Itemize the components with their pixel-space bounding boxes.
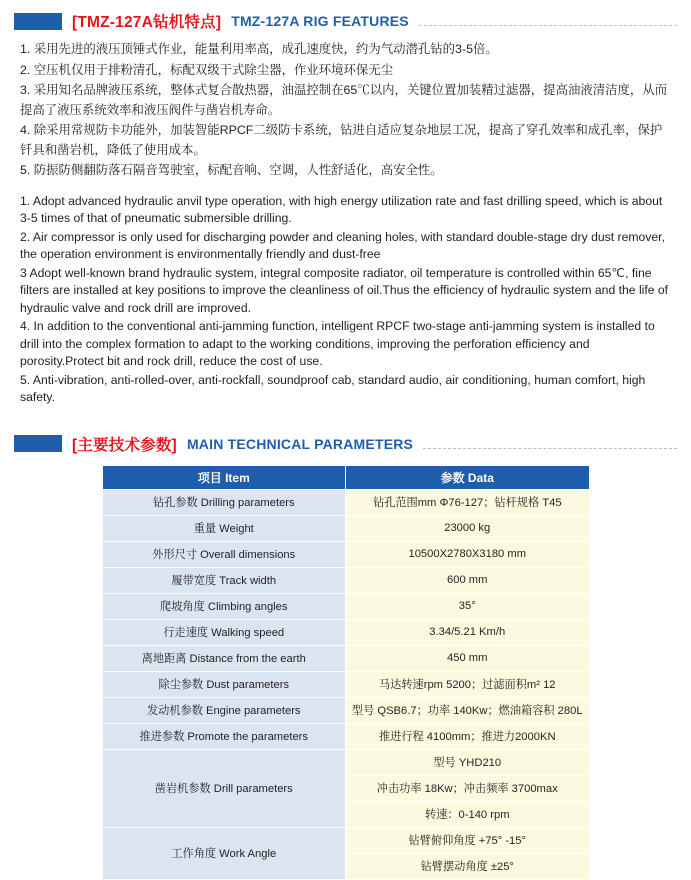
list-item: 4. 除采用常规防卡功能外，加装智能RPCF二级防卡系统，钻进自适应复杂地层工况，提高了穿孔效率和成孔率，保护钎具和凿岩机，降低了使用成本。 <box>20 123 663 157</box>
row-value: 10500X2780X3180 mm <box>346 541 590 567</box>
row-value: 450 mm <box>346 645 590 671</box>
row-value: 型号 YHD210 <box>346 749 590 775</box>
header-accent-block <box>14 435 62 452</box>
table-row <box>102 827 589 853</box>
row-label: 行走速度 Walking speed <box>102 619 346 645</box>
list-item: 3 Adopt well-known brand hydraulic system, integral composite radiator, oil temperature is controlled within 65℃, fine filters are installed at key positions to improve the cleanliness of oil.Thus the efficiency of hydraulic system and the life of hydraulic valve and rock drill are improved. <box>20 265 669 315</box>
table-header-row <box>102 465 589 489</box>
row-label: 履带宽度 Track width <box>102 567 346 593</box>
row-value: 型号 QSB6.7；功率 140Kw；燃油箱容积 280L <box>346 697 590 723</box>
section-title-en: TMZ-127A RIG FEATURES <box>231 13 409 29</box>
list-item: 2. Air compressor is only used for discharging powder and cleaning holes, with standard double-stage dry dust remover, the operation environment is environmentally friendly and dust-free <box>20 229 665 261</box>
list-item: 4. In addition to the conventional anti-jamming function, intelligent RPCF two-stage anti-jamming system is installed to drill into the complex formation to adapt to the working conditions, improving the perforation efficiency and porosity.Protect bit and rock drill, reduce the cost of use. <box>20 319 655 368</box>
table-row <box>102 515 589 541</box>
column-header-data: 参数 Data <box>346 465 590 489</box>
features-list-cn <box>14 40 677 181</box>
section-title-en: MAIN TECHNICAL PARAMETERS <box>186 435 414 452</box>
row-value: 35° <box>346 593 590 619</box>
row-value: 钻孔范围mm Φ76-127；钻杆规格 T45 <box>346 489 590 515</box>
header-divider <box>423 448 677 450</box>
table-row <box>102 749 589 775</box>
list-item: 5. Anti-vibration, anti-rolled-over, anti-rockfall, soundproof cab, standard audio, air conditioning, human comfort, high safety. <box>20 372 646 404</box>
table-row <box>102 671 589 697</box>
section-title-cn: [主要技术参数] <box>72 436 177 454</box>
column-header-item: 项目 Item <box>102 465 346 489</box>
table-row <box>102 489 589 515</box>
section-header-features <box>14 10 677 32</box>
row-label: 离地距离 Distance from the earth <box>102 645 346 671</box>
row-label: 除尘参数 Dust parameters <box>102 671 346 697</box>
row-value: 钻臂俯仰角度 +75° -15° <box>346 827 590 853</box>
table-head <box>102 465 589 489</box>
table-row <box>102 645 589 671</box>
row-value: 冲击功率 18Kw；冲击频率 3700max <box>346 775 590 801</box>
row-value: 钻臂摆动角度 ±25° <box>346 853 590 879</box>
row-value: 推进行程 4100mm；推进力2000KN <box>346 723 590 749</box>
row-value: 马达转速rpm 5200；过滤面积m² 12 <box>346 671 590 697</box>
header-accent-block <box>14 13 62 30</box>
table-row <box>102 697 589 723</box>
row-label: 外形尺寸 Overall dimensions <box>102 541 346 567</box>
row-value: 转速：0-140 rpm <box>346 801 590 827</box>
specs-table-wrapper <box>102 465 590 880</box>
list-item: 3. 采用知名品牌液压系统，整体式复合散热器，油温控制在65℃以内，关键位置加装精过滤器，提高油液清洁度，从而提高了液压系统效率和液压阀件与凿岩机寿命。 <box>20 83 668 117</box>
table-row <box>102 593 589 619</box>
row-label: 推进参数 Promote the parameters <box>102 723 346 749</box>
row-value: 600 mm <box>346 567 590 593</box>
list-item: 1. 采用先进的液压顶锤式作业，能量利用率高，成孔速度快，约为气动潜孔钻的3-5倍。 <box>20 42 498 56</box>
row-value: 3.34/5.21 Km/h <box>346 619 590 645</box>
specs-table <box>102 465 590 880</box>
features-list-en <box>14 193 677 407</box>
document-page <box>0 10 691 873</box>
row-label: 钻孔参数 Drilling parameters <box>102 489 346 515</box>
table-body <box>102 489 589 879</box>
table-row <box>102 723 589 749</box>
table-row <box>102 541 589 567</box>
table-row <box>102 619 589 645</box>
row-value: 23000 kg <box>346 515 590 541</box>
header-divider <box>419 25 677 27</box>
row-label: 爬坡角度 Climbing angles <box>102 593 346 619</box>
list-item: 2. 空压机仅用于排粉清孔，标配双级干式除尘器，作业环境环保无尘 <box>20 62 394 77</box>
row-label: 重量 Weight <box>102 515 346 541</box>
list-item: 5. 防振防侧翻防落石隔音驾驶室，标配音响、空调，人性舒适化，高安全性。 <box>20 163 443 177</box>
section-title-cn: [TMZ-127A钻机特点] <box>72 14 222 31</box>
row-label: 工作角度 Work Angle <box>102 827 346 879</box>
list-item: 1. Adopt advanced hydraulic anvil type operation, with high energy utilization rate and fast drilling speed, which is about 3-5 times of that of pneumatic submersible drilling. <box>20 193 663 225</box>
row-label: 凿岩机参数 Drill parameters <box>102 749 346 827</box>
table-row <box>102 567 589 593</box>
row-label: 发动机参数 Engine parameters <box>102 697 346 723</box>
section-header-parameters <box>14 433 677 455</box>
